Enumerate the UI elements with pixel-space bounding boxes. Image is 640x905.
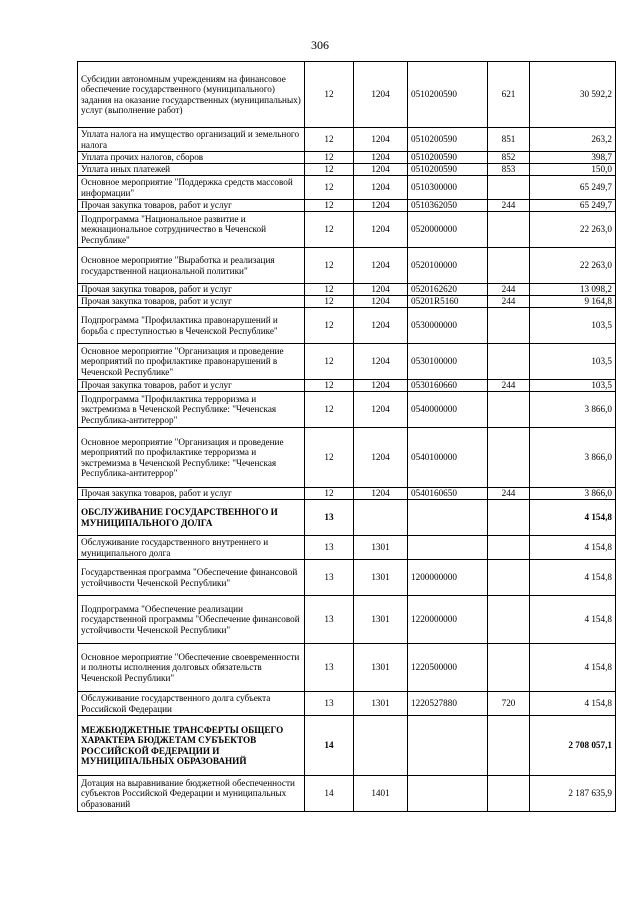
section-code-cell: 12 xyxy=(305,248,354,284)
row-name-cell: ОБСЛУЖИВАНИЕ ГОСУДАРСТВЕННОГО И МУНИЦИПАЛЬНОГО ДОЛГА xyxy=(78,500,305,536)
target-article-cell xyxy=(408,716,488,776)
section-code-cell: 13 xyxy=(305,500,354,536)
amount-cell: 9 164,8 xyxy=(530,296,616,308)
table-row xyxy=(78,596,616,644)
target-article-cell: 0520100000 xyxy=(408,248,488,284)
amount-cell: 4 154,8 xyxy=(530,500,616,536)
row-name-cell: Прочая закупка товаров, работ и услуг xyxy=(78,296,305,308)
target-article-cell: 1220527880 xyxy=(408,692,488,716)
row-name-cell: Обслуживание государственного внутреннего и муниципального долга xyxy=(78,536,305,560)
section-code-cell: 13 xyxy=(305,596,354,644)
row-name-cell: Основное мероприятие "Выработка и реализация государственной национальной политики" xyxy=(78,248,305,284)
row-name-cell: Обслуживание государственного долга субъекта Российской Федерации xyxy=(78,692,305,716)
amount-cell: 2 187 635,9 xyxy=(530,776,616,812)
section-code-cell: 12 xyxy=(305,212,354,248)
table-row xyxy=(78,128,616,152)
table-row xyxy=(78,296,616,308)
target-article-cell: 0520162620 xyxy=(408,284,488,296)
expense-type-cell: 244 xyxy=(488,296,530,308)
expense-type-cell: 244 xyxy=(488,200,530,212)
table-row xyxy=(78,308,616,344)
target-article-cell: 05201R5160 xyxy=(408,296,488,308)
subsection-code-cell: 1204 xyxy=(354,152,408,164)
amount-cell: 4 154,8 xyxy=(530,692,616,716)
amount-cell: 2 708 057,1 xyxy=(530,716,616,776)
section-code-cell: 14 xyxy=(305,716,354,776)
table-row xyxy=(78,62,616,128)
page-number: 306 xyxy=(311,38,329,52)
amount-cell: 103,5 xyxy=(530,308,616,344)
expense-type-cell: 852 xyxy=(488,152,530,164)
table-row xyxy=(78,380,616,392)
section-code-cell: 12 xyxy=(305,152,354,164)
table-row xyxy=(78,488,616,500)
table-row xyxy=(78,392,616,428)
target-article-cell: 0530000000 xyxy=(408,308,488,344)
expense-type-cell: 244 xyxy=(488,284,530,296)
row-name-cell: Подпрограмма "Профилактика правонарушений и борьба с преступностью в Чеченской Республике" xyxy=(78,308,305,344)
table-row xyxy=(78,644,616,692)
section-code-cell: 12 xyxy=(305,128,354,152)
row-name-cell: Дотация на выравнивание бюджетной обеспеченности субъектов Российской Федерации и муниципальных образований xyxy=(78,776,305,812)
row-name-cell: Прочая закупка товаров, работ и услуг xyxy=(78,380,305,392)
amount-cell: 65 249,7 xyxy=(530,176,616,200)
subsection-code-cell: 1301 xyxy=(354,560,408,596)
section-code-cell: 12 xyxy=(305,284,354,296)
expense-type-cell xyxy=(488,500,530,536)
subsection-code-cell: 1204 xyxy=(354,344,408,380)
section-code-cell: 12 xyxy=(305,62,354,128)
row-name-cell: Подпрограмма "Национальное развитие и межнациональное сотрудничество в Чеченской Республике" xyxy=(78,212,305,248)
expense-type-cell xyxy=(488,644,530,692)
expense-type-cell xyxy=(488,716,530,776)
row-name-cell: Уплата прочих налогов, сборов xyxy=(78,152,305,164)
subsection-code-cell: 1204 xyxy=(354,128,408,152)
table-row xyxy=(78,500,616,536)
section-code-cell: 14 xyxy=(305,776,354,812)
row-name-cell: Прочая закупка товаров, работ и услуг xyxy=(78,488,305,500)
target-article-cell: 0530100000 xyxy=(408,344,488,380)
subsection-code-cell: 1204 xyxy=(354,392,408,428)
subsection-code-cell: 1204 xyxy=(354,62,408,128)
section-code-cell: 12 xyxy=(305,392,354,428)
row-name-cell: Основное мероприятие "Организация и проведение мероприятий по профилактике правонарушений в Чеченской Республике" xyxy=(78,344,305,380)
subsection-code-cell xyxy=(354,716,408,776)
expense-type-cell xyxy=(488,596,530,644)
table-row xyxy=(78,536,616,560)
amount-cell: 22 263,0 xyxy=(530,212,616,248)
expense-type-cell xyxy=(488,776,530,812)
target-article-cell: 0540100000 xyxy=(408,428,488,488)
amount-cell: 30 592,2 xyxy=(530,62,616,128)
expense-type-cell: 244 xyxy=(488,380,530,392)
table-row xyxy=(78,692,616,716)
subsection-code-cell: 1204 xyxy=(354,428,408,488)
amount-cell: 3 866,0 xyxy=(530,392,616,428)
expense-type-cell: 621 xyxy=(488,62,530,128)
section-code-cell: 12 xyxy=(305,296,354,308)
expense-type-cell xyxy=(488,344,530,380)
budget-table xyxy=(77,61,616,812)
section-code-cell: 12 xyxy=(305,344,354,380)
table-row xyxy=(78,428,616,488)
subsection-code-cell xyxy=(354,500,408,536)
amount-cell: 398,7 xyxy=(530,152,616,164)
section-code-cell: 12 xyxy=(305,380,354,392)
row-name-cell: Подпрограмма "Обеспечение реализации государственной программы "Обеспечение финансовой устойчивости Чеченской Республики" xyxy=(78,596,305,644)
target-article-cell: 0510300000 xyxy=(408,176,488,200)
subsection-code-cell: 1204 xyxy=(354,488,408,500)
amount-cell: 103,5 xyxy=(530,344,616,380)
expense-type-cell: 244 xyxy=(488,488,530,500)
row-name-cell: Основное мероприятие "Организация и проведение мероприятий по профилактике терроризма и экстремизма в Чеченской Республике: "Чеченская Республика-антитеррор" xyxy=(78,428,305,488)
table-row xyxy=(78,344,616,380)
expense-type-cell xyxy=(488,560,530,596)
target-article-cell: 0510362050 xyxy=(408,200,488,212)
table-body xyxy=(78,62,616,812)
amount-cell: 4 154,8 xyxy=(530,596,616,644)
table-row xyxy=(78,716,616,776)
section-code-cell: 13 xyxy=(305,560,354,596)
section-code-cell: 12 xyxy=(305,308,354,344)
table-row xyxy=(78,176,616,200)
subsection-code-cell: 1204 xyxy=(354,248,408,284)
expense-type-cell xyxy=(488,308,530,344)
target-article-cell xyxy=(408,776,488,812)
row-name-cell: Прочая закупка товаров, работ и услуг xyxy=(78,284,305,296)
table-row xyxy=(78,560,616,596)
subsection-code-cell: 1204 xyxy=(354,200,408,212)
amount-cell: 103,5 xyxy=(530,380,616,392)
target-article-cell: 0510200590 xyxy=(408,62,488,128)
row-name-cell: Уплата иных платежей xyxy=(78,164,305,176)
section-code-cell: 13 xyxy=(305,692,354,716)
section-code-cell: 12 xyxy=(305,200,354,212)
expense-type-cell xyxy=(488,536,530,560)
target-article-cell: 0510200590 xyxy=(408,128,488,152)
amount-cell: 3 866,0 xyxy=(530,428,616,488)
subsection-code-cell: 1301 xyxy=(354,644,408,692)
section-code-cell: 12 xyxy=(305,488,354,500)
expense-type-cell xyxy=(488,176,530,200)
expense-type-cell: 853 xyxy=(488,164,530,176)
target-article-cell: 0510200590 xyxy=(408,164,488,176)
amount-cell: 4 154,8 xyxy=(530,560,616,596)
target-article-cell: 1220000000 xyxy=(408,596,488,644)
row-name-cell: Основное мероприятие "Обеспечение своевременности и полноты исполнения долговых обязательств Чеченской Республики" xyxy=(78,644,305,692)
subsection-code-cell: 1301 xyxy=(354,596,408,644)
table-row xyxy=(78,284,616,296)
table-row xyxy=(78,200,616,212)
target-article-cell: 0530160660 xyxy=(408,380,488,392)
amount-cell: 4 154,8 xyxy=(530,644,616,692)
expense-type-cell: 851 xyxy=(488,128,530,152)
row-name-cell: Подпрограмма "Профилактика терроризма и экстремизма в Чеченской Республике: "Чеченская Республика-антитеррор" xyxy=(78,392,305,428)
table-row xyxy=(78,776,616,812)
row-name-cell: Уплата налога на имущество организаций и земельного налога xyxy=(78,128,305,152)
subsection-code-cell: 1204 xyxy=(354,296,408,308)
subsection-code-cell: 1301 xyxy=(354,692,408,716)
table-row xyxy=(78,212,616,248)
subsection-code-cell: 1401 xyxy=(354,776,408,812)
target-article-cell xyxy=(408,536,488,560)
table-row xyxy=(78,164,616,176)
section-code-cell: 12 xyxy=(305,428,354,488)
target-article-cell: 1200000000 xyxy=(408,560,488,596)
table-row xyxy=(78,248,616,284)
subsection-code-cell: 1204 xyxy=(354,284,408,296)
amount-cell: 150,0 xyxy=(530,164,616,176)
expense-type-cell xyxy=(488,428,530,488)
row-name-cell: Субсидии автономным учреждениям на финансовое обеспечение государственного (муниципального) задания на оказание государственных (муниципальных) услуг (выполнение работ) xyxy=(78,62,305,128)
subsection-code-cell: 1301 xyxy=(354,536,408,560)
target-article-cell: 1220500000 xyxy=(408,644,488,692)
amount-cell: 263,2 xyxy=(530,128,616,152)
amount-cell: 22 263,0 xyxy=(530,248,616,284)
section-code-cell: 12 xyxy=(305,176,354,200)
row-name-cell: МЕЖБЮДЖЕТНЫЕ ТРАНСФЕРТЫ ОБЩЕГО ХАРАКТЕРА БЮДЖЕТАМ СУБЪЕКТОВ РОССИЙСКОЙ ФЕДЕРАЦИИ И МУНИЦИПАЛЬНЫХ ОБРАЗОВАНИЙ xyxy=(78,716,305,776)
expense-type-cell xyxy=(488,392,530,428)
row-name-cell: Прочая закупка товаров, работ и услуг xyxy=(78,200,305,212)
row-name-cell: Государственная программа "Обеспечение финансовой устойчивости Чеченской Республики" xyxy=(78,560,305,596)
subsection-code-cell: 1204 xyxy=(354,164,408,176)
section-code-cell: 13 xyxy=(305,644,354,692)
section-code-cell: 13 xyxy=(305,536,354,560)
expense-type-cell: 720 xyxy=(488,692,530,716)
subsection-code-cell: 1204 xyxy=(354,212,408,248)
amount-cell: 13 098,2 xyxy=(530,284,616,296)
target-article-cell: 0520000000 xyxy=(408,212,488,248)
target-article-cell: 0540160650 xyxy=(408,488,488,500)
row-name-cell: Основное мероприятие "Поддержка средств массовой информации" xyxy=(78,176,305,200)
target-article-cell: 0540000000 xyxy=(408,392,488,428)
amount-cell: 4 154,8 xyxy=(530,536,616,560)
section-code-cell: 12 xyxy=(305,164,354,176)
expense-type-cell xyxy=(488,248,530,284)
subsection-code-cell: 1204 xyxy=(354,176,408,200)
amount-cell: 3 866,0 xyxy=(530,488,616,500)
expense-type-cell xyxy=(488,212,530,248)
subsection-code-cell: 1204 xyxy=(354,380,408,392)
amount-cell: 65 249,7 xyxy=(530,200,616,212)
target-article-cell xyxy=(408,500,488,536)
target-article-cell: 0510200590 xyxy=(408,152,488,164)
subsection-code-cell: 1204 xyxy=(354,308,408,344)
table-row xyxy=(78,152,616,164)
